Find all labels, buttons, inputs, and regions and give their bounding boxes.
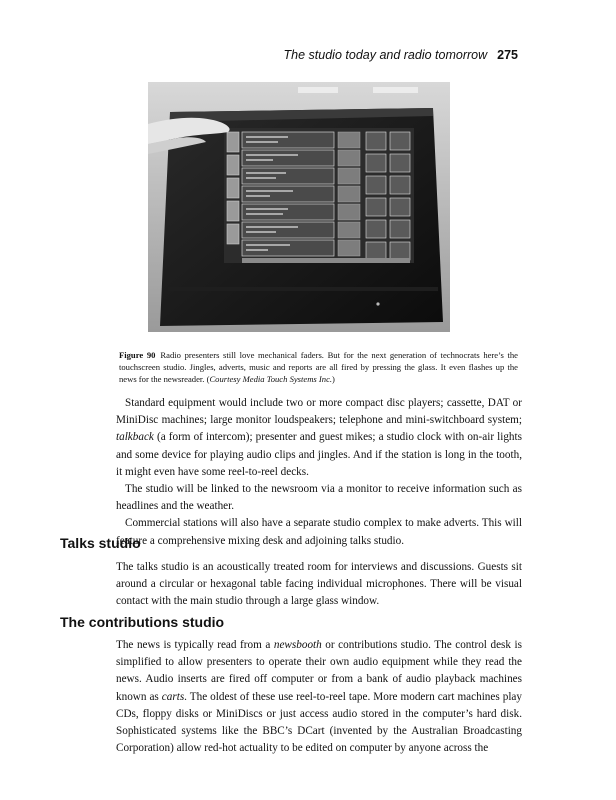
paragraph-commercial: Commercial stations will also have a separate studio complex to make adverts. This will feature a comprehensive mixing desk and adjoining talks studio. bbox=[116, 517, 522, 547]
term-talkback: talkback bbox=[116, 431, 154, 444]
figure-caption bbox=[119, 349, 518, 386]
running-head bbox=[284, 48, 518, 62]
body-section-equipment bbox=[116, 395, 522, 550]
touchscreen-studio-photo bbox=[148, 82, 450, 332]
paragraph-newsroom-link: The studio will be linked to the newsroom via a monitor to receive information such as headlines and the weather. bbox=[116, 483, 522, 513]
figure-credit: Courtesy Media Touch Systems Inc. bbox=[209, 374, 333, 384]
figure-label: Figure 90 bbox=[119, 349, 156, 360]
figure-caption-end: ) bbox=[332, 374, 335, 384]
paragraph-contributions-part-3: . The oldest of these use reel-to-reel tape. More modern cart machines play CDs, floppy disks or MiniDiscs or just access audio stored in the computer’s hard disk. Sophisticated systems like the BBC’s DCart (invented by the Australian Broadcasting Corporation) allow red-hot actuality to be edited on computer by anyone across the bbox=[116, 690, 522, 755]
touchscreen-photo-illustration bbox=[148, 82, 450, 332]
body-section-talks bbox=[116, 559, 522, 611]
paragraph-equipment-part-a: Standard equipment would include two or more compact disc players; cassette, DAT or MiniDisc machines; large monitor loudspeakers; telephone and mini-switchboard system; bbox=[116, 397, 522, 427]
running-head-title: The studio today and radio tomorrow bbox=[283, 48, 488, 62]
paragraph-contributions-part-1: The news is typically read from a bbox=[116, 639, 274, 651]
paragraph-equipment bbox=[116, 395, 522, 481]
term-carts: carts bbox=[161, 690, 185, 703]
body-section-contributions bbox=[116, 637, 522, 757]
paragraph-equipment-part-b: (a form of intercom); presenter and guest mikes; a studio clock with on-air lights and some device for playing audio clips and jingles. And if the station is long in the tooth, it might even have some reel-to-reel decks. bbox=[116, 431, 522, 478]
figure-caption-text: Radio presenters still love mechanical faders. But for the next generation of technocrats here’s the touchscreen studio. Jingles, adverts, music and reports are all fired by pressing the glass. It even flashes up the news for the newsreader. ( bbox=[119, 349, 518, 384]
paragraph-talks: The talks studio is an acoustically treated room for interviews and discussions. Guests sit around a circular or hexagonal table facing individual microphones. There will be visual contact with the main studio through a large glass window. bbox=[116, 561, 522, 608]
heading-contributions-studio: The contributions studio bbox=[60, 614, 225, 630]
paragraph-contributions bbox=[116, 637, 522, 757]
page-number: 275 bbox=[497, 48, 518, 62]
term-newsbooth: newsbooth bbox=[273, 639, 322, 651]
paragraph-contributions-part-2: or contributions studio. The control desk is simplified to allow presenters to operate their own audio equipment while they read the news. Audio inserts are fired off computer or from a bank of audio playback machines known as bbox=[116, 639, 522, 703]
heading-talks-studio: Talks studio bbox=[60, 535, 141, 551]
